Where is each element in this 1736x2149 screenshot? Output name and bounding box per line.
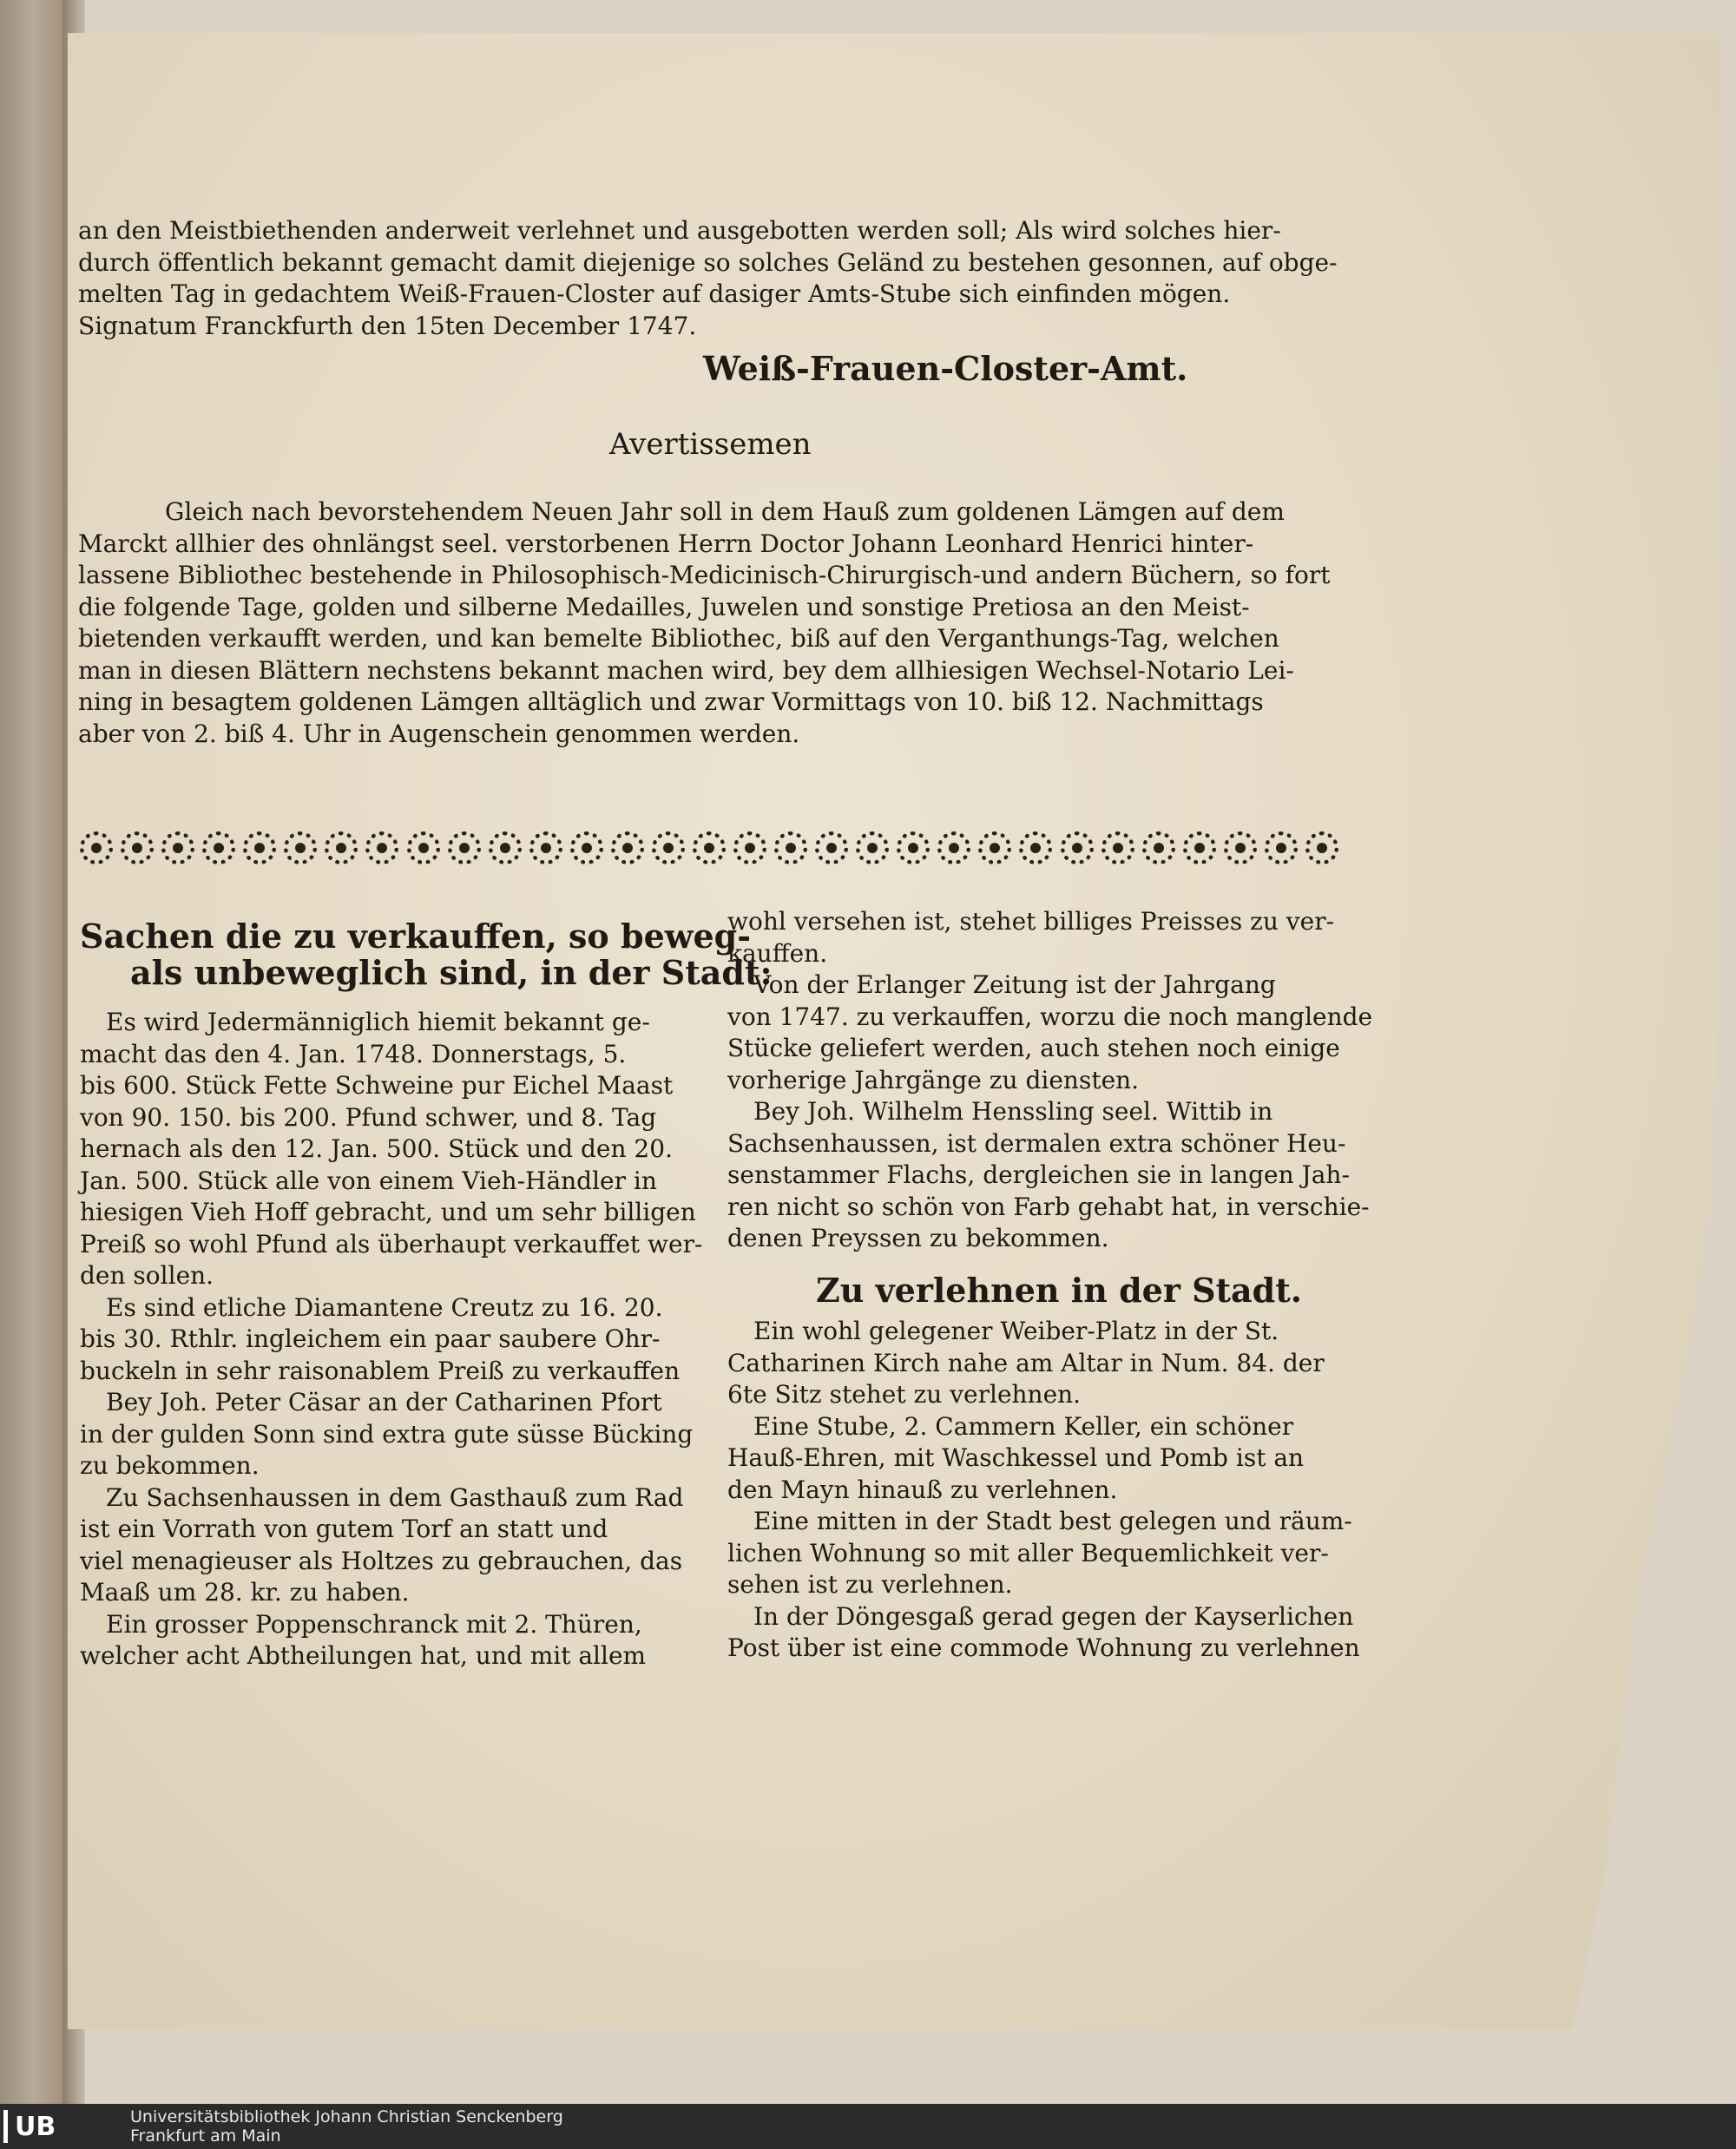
ornament-icon bbox=[161, 831, 194, 864]
ornament-icon bbox=[243, 831, 276, 864]
text-line: Ein wohl gelegener Weiber-Platz in der St. bbox=[753, 1317, 1279, 1345]
ornament-icon bbox=[774, 831, 807, 864]
text-line: Sachsenhaussen, ist dermalen extra schöner Heu- bbox=[727, 1128, 1346, 1158]
text-line: vorherige Jahrgänge zu diensten. bbox=[727, 1065, 1140, 1094]
text-line: Bey Joh. Wilhelm Henssling seel. Wittib in bbox=[753, 1097, 1273, 1126]
ornament-icon bbox=[1224, 831, 1257, 864]
text-line: Zu Sachsenhaussen in dem Gasthauß zum Rad bbox=[106, 1482, 684, 1512]
ornament-icon bbox=[1061, 831, 1094, 864]
ornament-icon bbox=[1265, 831, 1298, 864]
text-line: Post über ist eine commode Wohnung zu verlehnen bbox=[727, 1633, 1360, 1662]
text-line: buckeln in sehr raisonablem Preiß zu verkauffen bbox=[80, 1356, 681, 1385]
text-line: wohl versehen ist, stehet billiges Preisses zu ver- bbox=[727, 907, 1335, 936]
ornament-icon bbox=[733, 831, 766, 864]
ornament-icon bbox=[284, 831, 317, 864]
text-line: ning in besagtem goldenen Lämgen alltäglich und zwar Vormittags von 10. biß 12. Nachmittags bbox=[78, 687, 1264, 716]
ornament-icon bbox=[815, 831, 848, 864]
signature-weiss-frauen: Weiß-Frauen-Closter-Amt. bbox=[703, 349, 1188, 388]
footer-line1: Universitätsbibliothek Johann Christian Senckenberg bbox=[130, 2107, 563, 2126]
text-line: ren nicht so schön von Farb gehabt hat, in verschie- bbox=[727, 1192, 1370, 1221]
text-line: aber von 2. biß 4. Uhr in Augenschein genommen werden. bbox=[78, 719, 800, 748]
ornament-icon bbox=[611, 831, 644, 864]
avertissement-heading: Avertissemen bbox=[609, 427, 812, 462]
footer-line2: Frankfurt am Main bbox=[130, 2126, 281, 2146]
text-line: Ein grosser Poppenschranck mit 2. Thüren, bbox=[106, 1609, 642, 1639]
text-line: hiesigen Vieh Hoff gebracht, und um sehr billigen bbox=[80, 1198, 696, 1226]
ub-logo bbox=[3, 2109, 56, 2144]
text-line: Maaß um 28. kr. zu haben. bbox=[80, 1578, 410, 1607]
text-line: viel menagieuser als Holtzes zu gebrauchen, das bbox=[80, 1546, 683, 1575]
text-line: lassene Bibliothec bestehende in Philosophisch-Medicinisch-Chirurgisch-und andern Büchern, so fort bbox=[78, 561, 1331, 589]
text-line: macht das den 4. Jan. 1748. Donnerstags, 5. bbox=[80, 1039, 627, 1068]
ornamental-divider bbox=[80, 821, 1338, 875]
ornament-icon bbox=[1019, 831, 1052, 864]
ornament-icon bbox=[1305, 831, 1338, 864]
text-line: Gleich nach bevorstehendem Neuen Jahr soll in dem Hauß zum goldenen Lämgen auf dem bbox=[165, 497, 1285, 526]
text-line: Es wird Jedermänniglich hiemit bekannt ge- bbox=[106, 1008, 650, 1036]
text-line: an den Meistbiethenden anderweit verlehnet und ausgebotten werden soll; Als wird solches hier- bbox=[78, 216, 1281, 245]
ornament-icon bbox=[80, 831, 113, 864]
text-line: Von der Erlanger Zeitung ist der Jahrgang bbox=[753, 970, 1276, 999]
text-line: senstammer Flachs, dergleichen sie in langen Jah- bbox=[727, 1160, 1350, 1189]
ornament-icon bbox=[1101, 831, 1134, 864]
text-line: von 90. 150. bis 200. Pfund schwer, und 8. Tag bbox=[80, 1102, 657, 1132]
right-column-body-b bbox=[727, 1316, 1360, 1665]
text-line: lichen Wohnung so mit aller Bequemlichkeit ver- bbox=[727, 1538, 1329, 1567]
ornament-icon bbox=[121, 831, 154, 864]
ornament-icon bbox=[407, 831, 440, 864]
text-line: welcher acht Abtheilungen hat, und mit allem bbox=[80, 1641, 647, 1670]
text-line: denen Preyssen zu bekommen. bbox=[727, 1224, 1109, 1252]
text-line: Jan. 500. Stück alle von einem Vieh-Händler in bbox=[80, 1166, 657, 1195]
text-line: Es sind etliche Diamantene Creutz zu 16. 20. bbox=[106, 1292, 663, 1322]
text-line: von 1747. zu verkauffen, worzu die noch manglende bbox=[727, 1002, 1373, 1031]
library-footer bbox=[0, 2104, 1736, 2149]
logo-text: UB bbox=[15, 2111, 56, 2142]
text-line: bis 600. Stück Fette Schweine pur Eichel Maast bbox=[80, 1071, 674, 1100]
text-line: ist ein Vorrath von gutem Torf an statt und bbox=[80, 1515, 608, 1543]
ornament-icon bbox=[325, 831, 358, 864]
left-column-body bbox=[80, 1007, 702, 1673]
avertissement-body bbox=[78, 496, 1331, 750]
ornament-icon bbox=[448, 831, 481, 864]
ornament-icon bbox=[365, 831, 398, 864]
text-line: Hauß-Ehren, mit Waschkessel und Pomb ist an bbox=[727, 1443, 1305, 1472]
ornament-icon bbox=[652, 831, 685, 864]
right-column-body-a bbox=[727, 906, 1372, 1255]
left-column-heading-line1: Sachen die zu verkauffen, so beweg- bbox=[80, 917, 751, 956]
text-line: Signatum Franckfurth den 15ten December 1747. bbox=[78, 311, 697, 340]
text-line: den sollen. bbox=[80, 1261, 214, 1290]
text-line: Preiß so wohl Pfund als überhaupt verkauffet wer- bbox=[80, 1229, 703, 1259]
ornament-icon bbox=[937, 831, 970, 864]
ornament-icon bbox=[202, 831, 235, 864]
ornament-icon bbox=[693, 831, 726, 864]
logo-bar-icon bbox=[3, 2110, 8, 2143]
ornament-icon bbox=[1183, 831, 1216, 864]
text-line: durch öffentlich bekannt gemacht damit diejenige so solches Geländ zu bestehen gesonnen, auf obge- bbox=[78, 247, 1338, 277]
text-line: bis 30. Rthlr. ingleichem ein paar saubere Ohr- bbox=[80, 1324, 661, 1353]
ornament-icon bbox=[489, 831, 522, 864]
ornament-icon bbox=[856, 831, 889, 864]
ornament-icon bbox=[897, 831, 930, 864]
text-line: die folgende Tage, golden und silberne Medailles, Juwelen und sonstige Pretiosa an den Meist- bbox=[78, 592, 1250, 621]
text-line: kauffen. bbox=[727, 938, 828, 968]
text-line: 6te Sitz stehet zu verlehnen. bbox=[727, 1380, 1082, 1409]
text-line: Eine mitten in der Stadt best gelegen und räum- bbox=[753, 1507, 1352, 1535]
text-line: Stücke geliefert werden, auch stehen noch einige bbox=[727, 1034, 1340, 1062]
text-line: Bey Joh. Peter Cäsar an der Catharinen Pfort bbox=[106, 1388, 662, 1416]
ornament-icon bbox=[1142, 831, 1175, 864]
text-line: sehen ist zu verlehnen. bbox=[727, 1570, 1013, 1599]
text-line: melten Tag in gedachtem Weiß-Frauen-Closter auf dasiger Amts-Stube sich einfinden mögen. bbox=[78, 279, 1231, 308]
text-line: den Mayn hinauß zu verlehnen. bbox=[727, 1475, 1118, 1504]
ornament-icon bbox=[570, 831, 603, 864]
text-line: bietenden verkaufft werden, und kan bemelte Bibliothec, biß auf den Verganthungs-Tag, welchen bbox=[78, 624, 1279, 653]
text-line: Catharinen Kirch nahe am Altar in Num. 84. der bbox=[727, 1348, 1325, 1377]
left-column-heading-line2: als unbeweglich sind, in der Stadt: bbox=[130, 953, 773, 992]
footer-text bbox=[130, 2107, 563, 2146]
text-line: zu bekommen. bbox=[80, 1451, 260, 1480]
ornament-icon bbox=[978, 831, 1011, 864]
text-line: hernach als den 12. Jan. 500. Stück und den 20. bbox=[80, 1134, 673, 1163]
ornament-icon bbox=[529, 831, 562, 864]
text-line: man in diesen Blättern nechstens bekannt machen wird, bey dem allhiesigen Wechsel-Notario Lei- bbox=[78, 655, 1294, 685]
facing-page-edge bbox=[0, 0, 62, 2104]
text-line: in der gulden Sonn sind extra gute süsse Bücking bbox=[80, 1419, 694, 1449]
text-line: In der Döngesgaß gerad gegen der Kayserlichen bbox=[753, 1601, 1354, 1631]
text-line: Marckt allhier des ohnlängst seel. verstorbenen Herrn Doctor Johann Leonhard Henrici hinter- bbox=[78, 529, 1254, 558]
top-paragraph bbox=[78, 215, 1338, 342]
text-line: Eine Stube, 2. Cammern Keller, ein schöner bbox=[753, 1411, 1294, 1441]
right-column-heading: Zu verlehnen in der Stadt. bbox=[816, 1271, 1303, 1310]
